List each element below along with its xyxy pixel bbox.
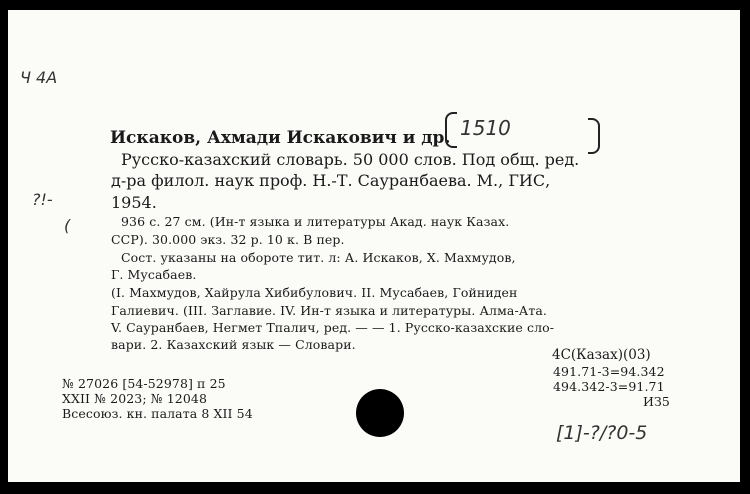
title-line: д-ра филол. наук проф. Н.-Т. Сауранбаева. М., ГИС, — [111, 171, 551, 190]
tracing-line: (I. Махмудов, Хайрула Хибибулович. II. Мусабаев, Гойниден — [111, 285, 518, 300]
udc-index: 494.342-3=91.71 — [553, 379, 665, 394]
handwritten-bracket-close — [588, 118, 600, 154]
classification-code: 4С(Казах)(03) — [552, 347, 651, 363]
handwritten-bracket-open — [445, 112, 457, 148]
collation-line: ССР). 30.000 экз. 32 р. 10 к. В пер. — [111, 232, 345, 247]
margin-mark-2: ( — [64, 216, 71, 235]
collation-line: 936 с. 27 см. (Ин-т языка и литературы Акад. наук Казах. — [121, 214, 510, 229]
note-line: Г. Мусабаев. — [111, 267, 197, 282]
catalog-card — [8, 10, 740, 482]
registry-line: № 27026 [54-52978] п 25 — [62, 376, 226, 391]
tracing-line: V. Сауранбаев, Негмет Тпалич, ред. — — 1. Русско-казахские сло- — [111, 320, 555, 335]
title-line: Русско-казахский словарь. 50 000 слов. Под общ. ред. — [121, 150, 580, 169]
title-line: 1954. — [111, 193, 157, 212]
handwritten-number: 1510 — [460, 116, 511, 140]
corner-mark: Ч 4А — [20, 68, 58, 87]
udc-index: 491.71-3=94.342 — [553, 364, 665, 379]
card-punch-hole — [356, 389, 404, 437]
handwritten-note: [1]-?/?0-5 — [556, 422, 648, 444]
note-line: Сост. указаны на обороте тит. л: А. Искаков, Х. Махмудов, — [121, 250, 516, 265]
registry-line: Всесоюз. кн. палата 8 XII 54 — [62, 406, 253, 421]
margin-mark: ?!- — [32, 190, 53, 209]
registry-line: XXII № 2023; № 12048 — [62, 391, 208, 406]
shelf-mark: ИЗ5 — [643, 394, 670, 409]
tracing-line: Галиевич. (III. Заглавие. IV. Ин-т языка и литературы. Алма-Ата. — [111, 303, 547, 318]
author-heading: Искаков, Ахмади Искакович и др. — [110, 128, 451, 148]
tracing-line: вари. 2. Казахский язык — Словари. — [111, 337, 356, 352]
